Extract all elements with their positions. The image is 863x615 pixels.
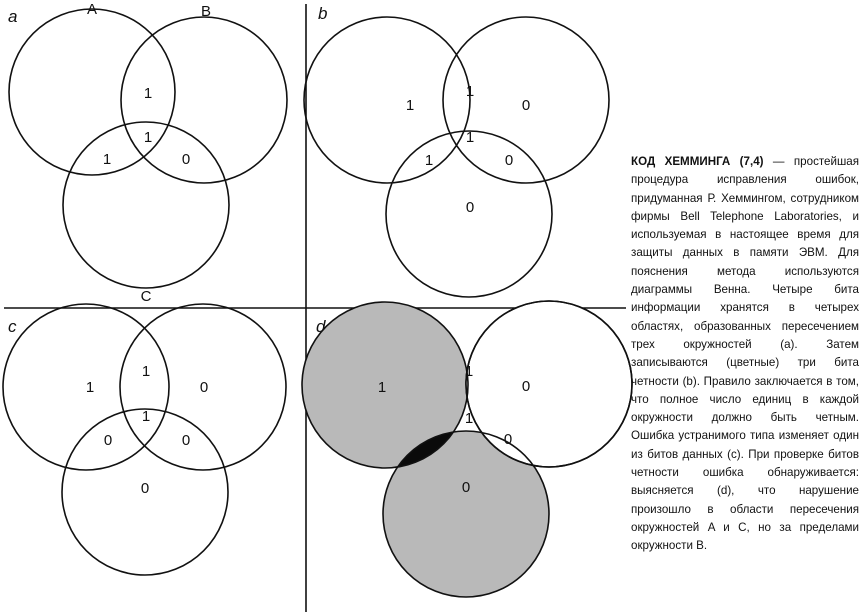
panel-a-label: a [8, 7, 18, 26]
bit-ab: 1 [464, 363, 474, 380]
panel-b [304, 4, 609, 297]
bit-a-only: 1 [405, 97, 415, 114]
bit-a-only: 1 [85, 379, 95, 396]
bit-bc: 0 [504, 152, 514, 169]
panel-d-label: d [316, 317, 326, 336]
bit-bc: 0 [181, 432, 191, 449]
bit-ab: 1 [465, 83, 475, 100]
bit-abc: 1 [143, 129, 153, 146]
bit-ac: 0 [103, 432, 113, 449]
caption-title: КОД ХЕММИНГА (7,4) [631, 155, 764, 168]
circle-b-label: B [200, 3, 212, 20]
panel-c [3, 304, 286, 575]
panel-b-label: b [318, 4, 328, 23]
bit-bc: 0 [181, 151, 191, 168]
circle-c-label: C [140, 288, 152, 305]
bit-abc: 1 [141, 408, 151, 425]
bit-abc: 1 [465, 129, 475, 146]
panel-d [302, 301, 632, 597]
bit-ac: 1 [424, 152, 434, 169]
circle-c [63, 122, 229, 288]
bit-b-only: 0 [199, 379, 209, 396]
circle-a [304, 17, 470, 183]
bit-c-only: 0 [140, 480, 150, 497]
bit-b-only: 0 [521, 378, 531, 395]
panel-a [8, 1, 287, 305]
panel-c-label: c [8, 317, 17, 336]
bit-a-only: 1 [377, 379, 387, 396]
bit-ab: 1 [141, 363, 151, 380]
bit-ab: 1 [143, 85, 153, 102]
bit-b-only: 0 [521, 97, 531, 114]
caption-text: — простейшая процедура исправления ошибок, придуманная Р. Хеммингом, сотрудником фирмы Bell Telephone Laboratories, и используемая в настоящее время для защиты данных в памяти ЭВМ. Для пояснения метода используются диаграммы Венна. Четыре бита информации хранятся в четырех областях, образованных пересечением трех окружностей (a). Затем записываются (цветные) три бита четности (b). Правило заключается в том, что полное число единиц в каждой окружности должно быть четным. Ошибка устранимого типа изменяет один из битов данных (c). При проверке битов четности ошибка обнаруживается: выясняется (d), что нарушение произошло в области пересечения окружностей A и C, но за пределами окружности B. [631, 155, 860, 553]
circle-a-label: A [86, 1, 98, 18]
bit-c-only: 0 [461, 479, 471, 496]
figure-caption [631, 153, 859, 556]
bit-c-only: 0 [465, 199, 475, 216]
bit-bc: 0 [503, 431, 513, 448]
bit-ac: 1 [102, 151, 112, 168]
circle-b [466, 301, 632, 467]
bit-abc: 1 [464, 410, 474, 427]
